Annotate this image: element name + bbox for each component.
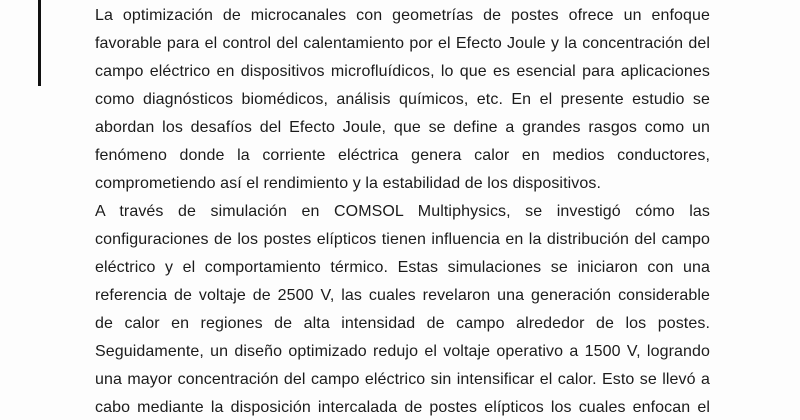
text-line: A través de simulación en COMSOL Multiphysics, se investigó cómo las	[95, 203, 710, 220]
text-line: comprometiendo así el rendimiento y la estabilidad de los dispositivos.	[95, 175, 602, 192]
text-line: como diagnósticos biomédicos, análisis químicos, etc. En el presente estudio se	[95, 91, 710, 108]
text-block	[95, 2, 710, 420]
text-line: abordan los desafíos del Efecto Joule, que se define a grandes rasgos como un	[95, 119, 710, 136]
text-line: referencia de voltaje de 2500 V, las cuales revelaron una generación considerable	[95, 287, 710, 304]
text-line: configuraciones de los postes elípticos tienen influencia en la distribución del campo	[95, 231, 710, 248]
text-line: campo eléctrico en dispositivos microfluídicos, lo que es esencial para aplicaciones	[95, 63, 710, 80]
text-line: La optimización de microcanales con geometrías de postes ofrece un enfoque	[95, 7, 710, 24]
text-line: de calor en regiones de alta intensidad de campo alrededor de los postes.	[95, 315, 710, 332]
paragraph-2	[95, 198, 710, 420]
text-line: favorable para el control del calentamiento por el Efecto Joule y la concentración del	[95, 35, 710, 52]
text-line: fenómeno donde la corriente eléctrica genera calor en medios conductores,	[95, 147, 710, 164]
text-line: cabo mediante la disposición intercalada de postes elípticos los cuales enfocan el	[95, 399, 710, 416]
paragraph-1	[95, 2, 710, 198]
text-line: Seguidamente, un diseño optimizado redujo el voltaje operativo a 1500 V, logrando	[95, 343, 710, 360]
stray-vertical-mark	[38, 0, 41, 86]
text-line: una mayor concentración del campo eléctrico sin intensificar el calor. Esto se llevó a	[95, 371, 710, 388]
text-line: eléctrico y el comportamiento térmico. Estas simulaciones se iniciaron con una	[95, 259, 710, 276]
